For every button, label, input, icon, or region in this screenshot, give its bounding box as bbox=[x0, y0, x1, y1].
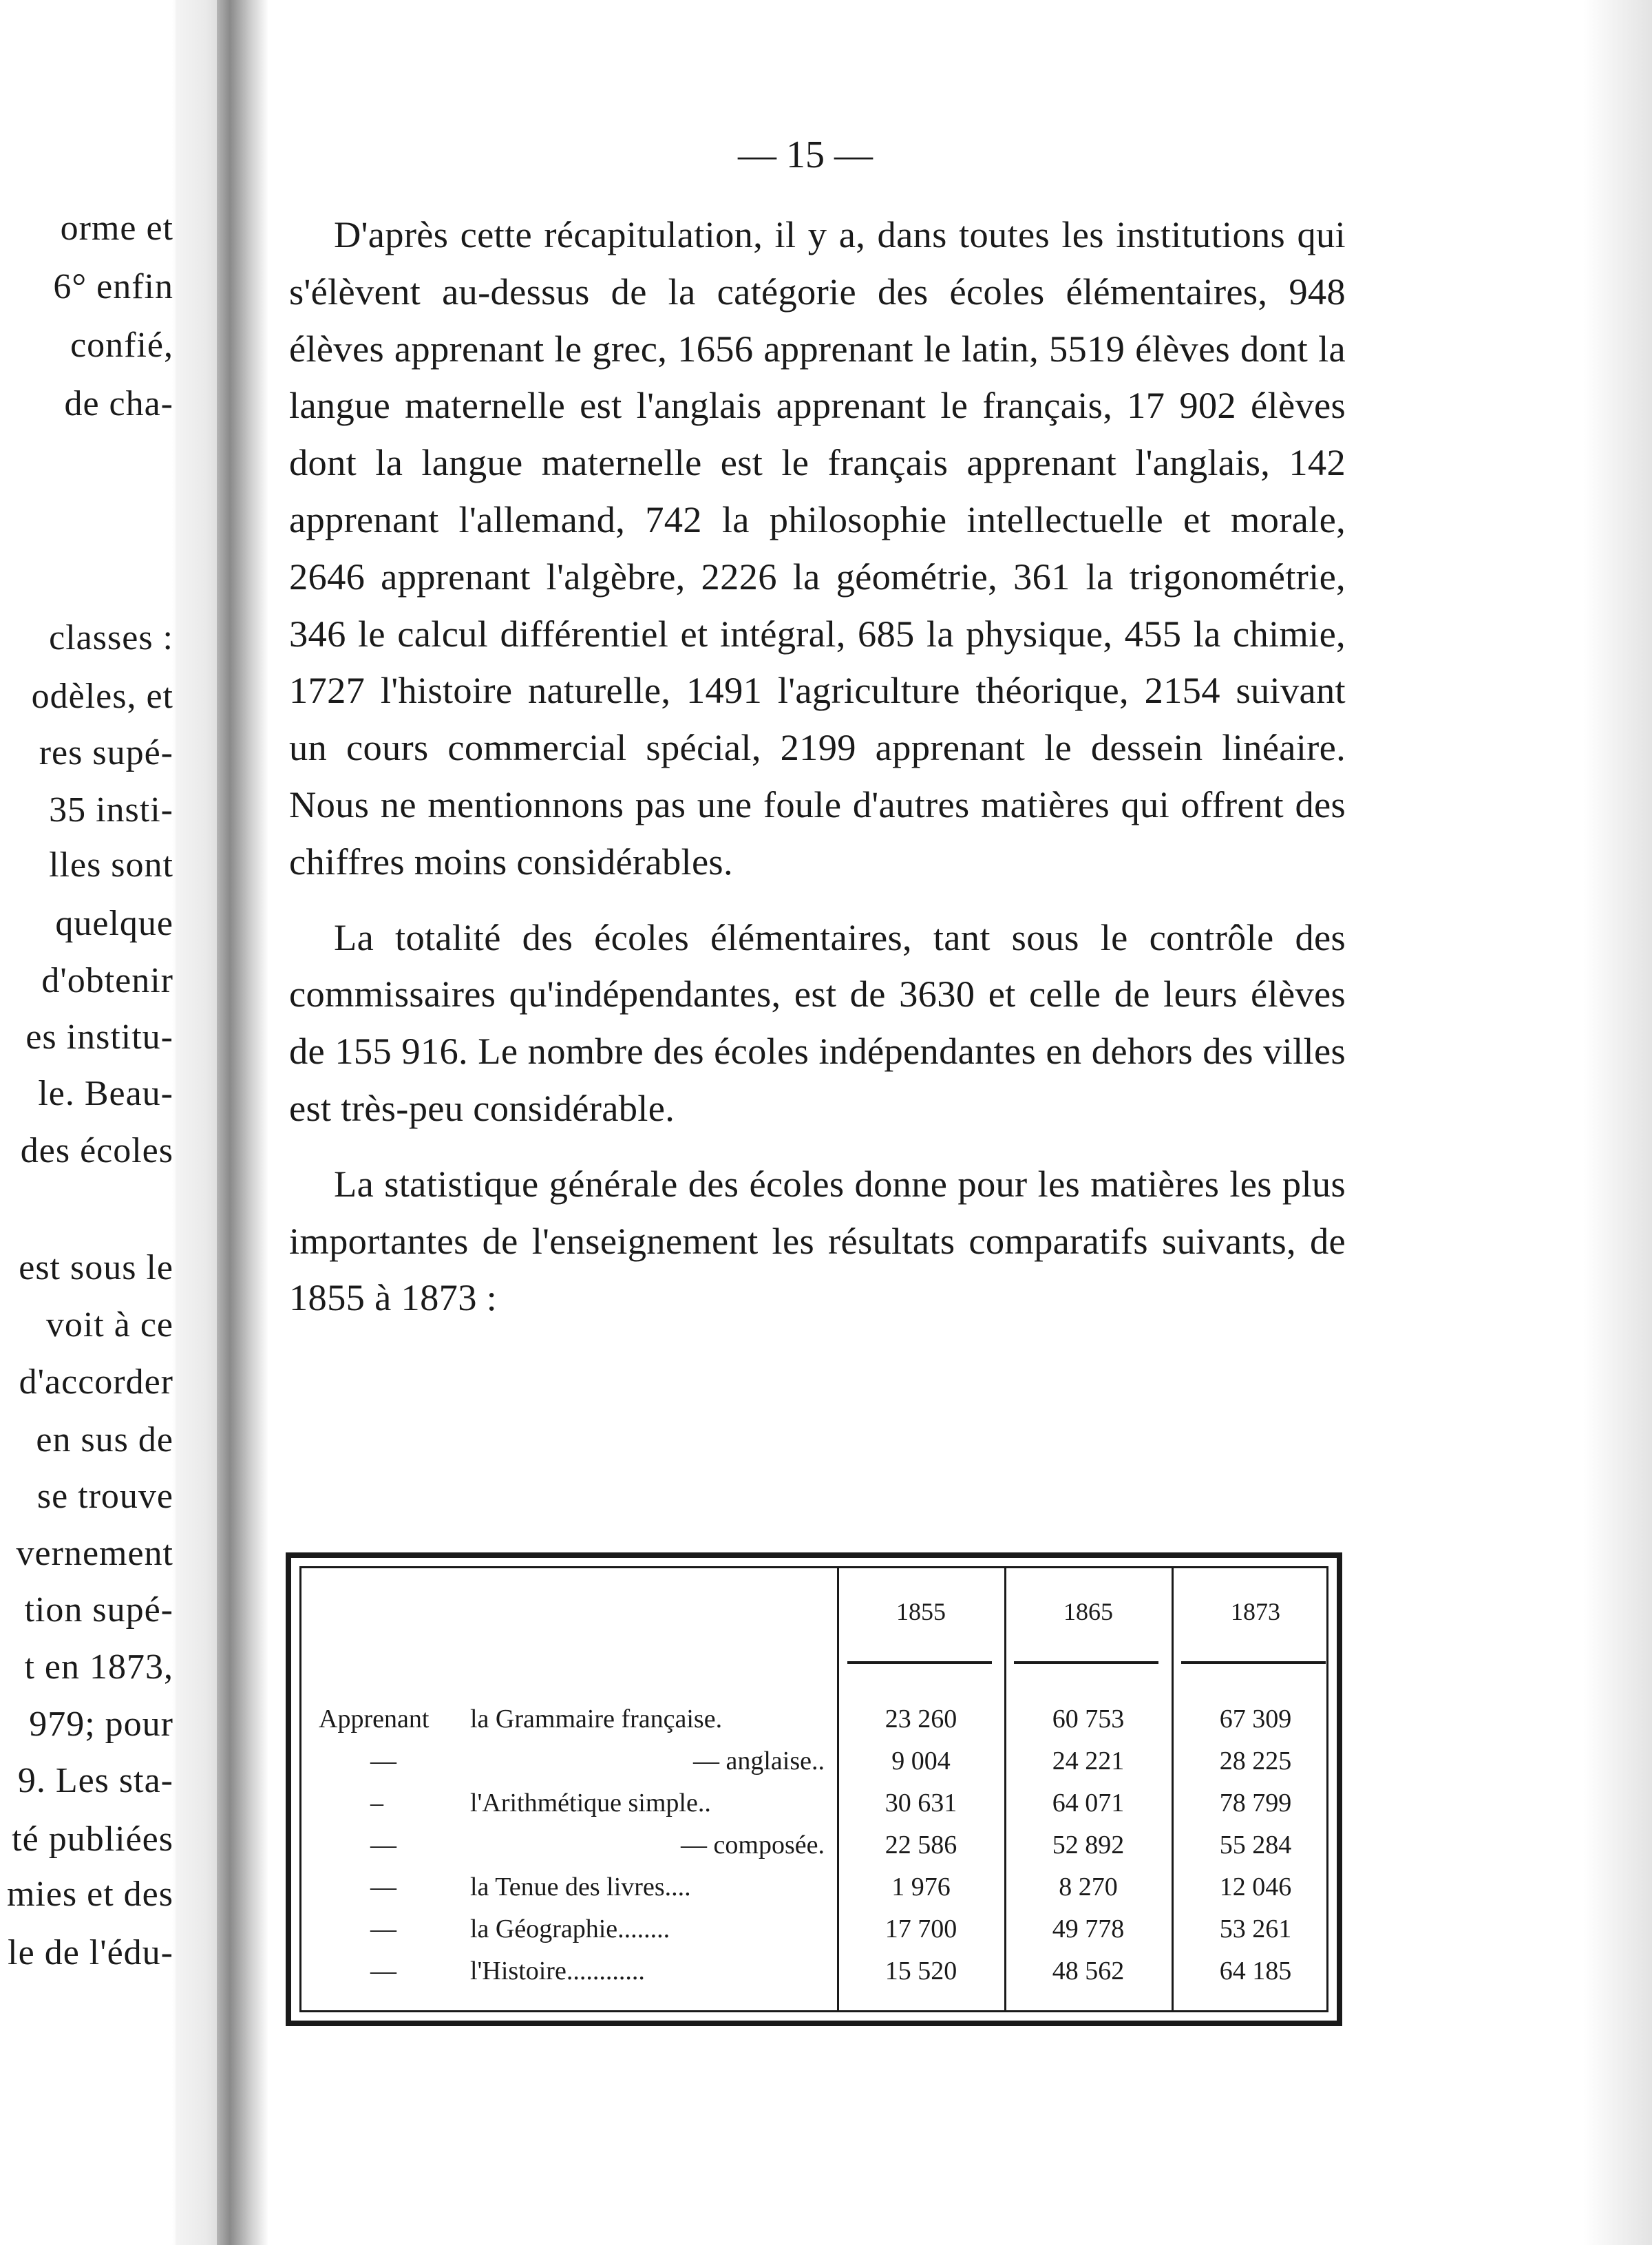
left-page-line: té publiées bbox=[12, 1820, 173, 1859]
left-page-line: res supé- bbox=[39, 733, 173, 772]
left-page-line: es institu- bbox=[25, 1018, 173, 1057]
left-page-line: confié, bbox=[70, 326, 173, 365]
row-prefix: — bbox=[370, 1831, 396, 1859]
statistics-table bbox=[286, 1552, 1342, 2026]
column-header-1865: 1865 bbox=[1063, 1598, 1113, 1625]
table-cell: 28 225 bbox=[1219, 1747, 1292, 1775]
left-page-line: odèles, et bbox=[31, 677, 173, 716]
paragraph-recapitulation: D'après cette récapitulation, il y a, dans toutes les institutions qui s'élèvent au-dessus de la catégorie des écoles élémentaires, 948 élèves apprenant le grec, 1656 apprenant le latin, 5519 élèves dont la langue maternelle est l'anglais apprenant le français, 17 902 élèves dont la langue maternelle est le français apprenant l'anglais, 142 apprenant l'allemand, 742 la philosophie intellectuelle et morale, 2646 apprenant l'algèbre, 2226 la géométrie, 361 la trigonométrie, 346 le calcul différentiel et intégral, 685 la physique, 455 la chimie, 1727 l'histoire naturelle, 1491 l'agriculture théorique, 2154 suivant un cours commercial spécial, 2199 apprenant le dessein linéaire. Nous ne mentionnons pas une foule d'autres matières qui offrent des chiffres moins considérables. bbox=[289, 213, 1346, 883]
table-cell: 78 799 bbox=[1219, 1789, 1292, 1817]
left-page-line: voit à ce bbox=[45, 1305, 173, 1345]
left-page-line: vernement bbox=[16, 1534, 173, 1573]
row-subject: — anglaise.. bbox=[692, 1747, 825, 1775]
table-cell: 55 284 bbox=[1219, 1831, 1292, 1859]
row-subject: la Tenue des livres.... bbox=[470, 1873, 691, 1901]
header-rule bbox=[847, 1661, 992, 1664]
row-prefix: — bbox=[370, 1957, 396, 1985]
table-cell: 48 562 bbox=[1052, 1957, 1125, 1985]
left-page-line: quelque bbox=[55, 904, 173, 943]
left-page-line: le. Beau- bbox=[38, 1074, 173, 1113]
left-page-line: classes : bbox=[49, 618, 173, 657]
left-page-line: se trouve bbox=[36, 1477, 173, 1516]
column-divider bbox=[837, 1568, 839, 2010]
left-page-line: 6° enfin bbox=[53, 267, 173, 306]
left-page-line: 35 insti- bbox=[49, 790, 173, 830]
left-page-line: 979; pour bbox=[29, 1705, 173, 1744]
table-cell: 9 004 bbox=[891, 1747, 951, 1775]
body-text bbox=[289, 207, 1346, 1345]
paragraph-totalite: La totalité des écoles élémentaires, tant sous le contrôle des commissaires qu'indépendantes, est de 3630 et celle de leurs élèves de 155 916. Le nombre des écoles indépendantes en dehors des villes est très-peu considérable. bbox=[289, 916, 1346, 1129]
table-cell: 1 976 bbox=[891, 1873, 951, 1901]
left-page-line: orme et bbox=[60, 209, 173, 248]
row-subject: l'Histoire............ bbox=[470, 1957, 645, 1985]
table-cell: 49 778 bbox=[1052, 1915, 1125, 1943]
table-cell: 64 071 bbox=[1052, 1789, 1125, 1817]
column-divider bbox=[1004, 1568, 1006, 2010]
row-prefix: – bbox=[370, 1789, 383, 1817]
left-page-line: d'obtenir bbox=[41, 961, 173, 1000]
row-subject: la Géographie........ bbox=[470, 1915, 670, 1943]
table-cell: 8 270 bbox=[1059, 1873, 1118, 1901]
table-cell: 24 221 bbox=[1052, 1747, 1125, 1775]
column-divider bbox=[1172, 1568, 1174, 2010]
table-cell: 23 260 bbox=[885, 1705, 957, 1733]
row-subject: l'Arithmétique simple.. bbox=[470, 1789, 711, 1817]
table-cell: 12 046 bbox=[1219, 1873, 1292, 1901]
table-cell: 15 520 bbox=[885, 1957, 957, 1985]
table-cell: 22 586 bbox=[885, 1831, 957, 1859]
left-page-line: est sous le bbox=[19, 1248, 173, 1287]
column-header-1873: 1873 bbox=[1231, 1598, 1280, 1625]
left-page-fragment bbox=[0, 0, 206, 2245]
left-page-line: le de l'édu- bbox=[8, 1933, 173, 1972]
paragraph-statistique: La statistique générale des écoles donne pour les matières les plus importantes de l'enseignement les résultats comparatifs suivants, de 1855 à 1873 : bbox=[289, 1162, 1346, 1319]
left-page-line: mies et des bbox=[6, 1875, 173, 1914]
column-header-1855: 1855 bbox=[896, 1598, 946, 1625]
row-prefix: — bbox=[370, 1747, 396, 1775]
left-page-line: t en 1873, bbox=[24, 1647, 173, 1687]
left-page-line: de cha- bbox=[64, 384, 173, 423]
left-page-line: lles sont bbox=[49, 845, 173, 885]
header-rule bbox=[1181, 1661, 1326, 1664]
left-page-line: 9. Les sta- bbox=[17, 1761, 173, 1800]
row-prefix: — bbox=[370, 1873, 396, 1901]
row-prefix: — bbox=[370, 1915, 396, 1943]
header-rule bbox=[1014, 1661, 1158, 1664]
row-subject: — composée. bbox=[681, 1831, 825, 1859]
table-cell: 67 309 bbox=[1219, 1705, 1292, 1733]
table-cell: 53 261 bbox=[1219, 1915, 1292, 1943]
page-number: — 15 — bbox=[738, 134, 873, 176]
left-page-line: d'accorder bbox=[19, 1362, 173, 1402]
table-cell: 17 700 bbox=[885, 1915, 957, 1943]
table-cell: 30 631 bbox=[885, 1789, 957, 1817]
row-prefix: Apprenant bbox=[319, 1705, 430, 1733]
table-cell: 64 185 bbox=[1219, 1957, 1292, 1985]
left-page-line: en sus de bbox=[36, 1420, 173, 1459]
left-page-line: des écoles bbox=[20, 1131, 173, 1170]
row-subject: la Grammaire française. bbox=[470, 1705, 723, 1733]
table-cell: 60 753 bbox=[1052, 1705, 1125, 1733]
left-page-line: tion supé- bbox=[24, 1590, 173, 1630]
table-cell: 52 892 bbox=[1052, 1831, 1125, 1859]
